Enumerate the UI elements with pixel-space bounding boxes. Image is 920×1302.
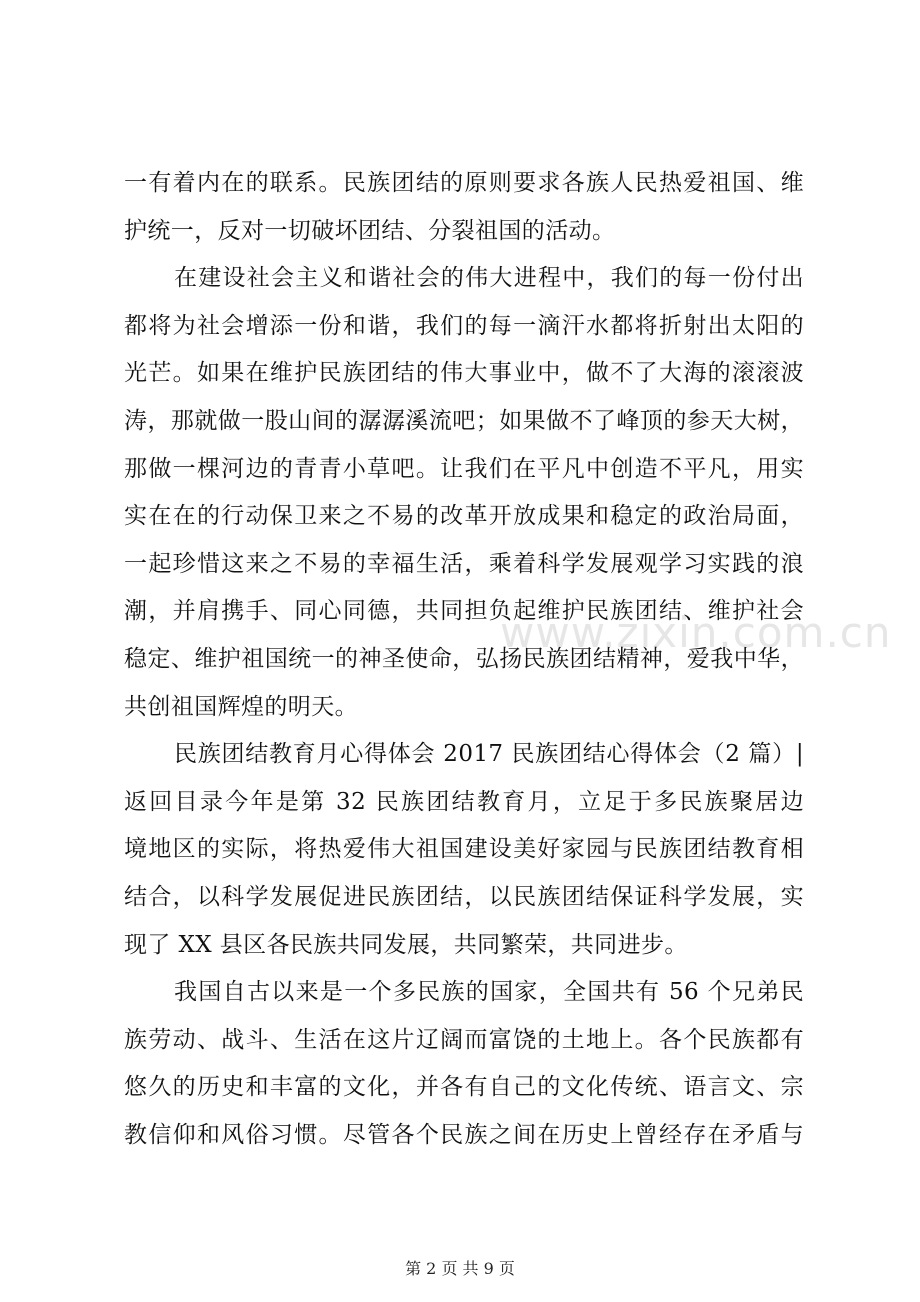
paragraph: [124, 160, 804, 255]
text-line: 在建设社会主义和谐社会的伟大进程中，我们的每一份付出: [174, 265, 804, 292]
text-line: 族劳动、战斗、生活在这片辽阔而富饶的土地上。各个民族都有: [124, 1026, 804, 1053]
document-body: [124, 160, 804, 1159]
paragraph: [124, 731, 804, 969]
text-line: 现了 XX 县区各民族共同发展，共同繁荣，共同进步。: [124, 931, 688, 958]
text-line: 涛，那就做一股山间的潺潺溪流吧；如果做不了峰顶的参天大树，: [124, 407, 804, 434]
text-line: 都将为社会增添一份和谐，我们的每一滴汗水都将折射出太阳的: [124, 312, 804, 339]
text-line: 我国自古以来是一个多民族的国家，全国共有 56 个兄弟民: [174, 979, 804, 1006]
text-line: 潮，并肩携手、同心同德，共同担负起维护民族团结、维护社会: [124, 598, 804, 625]
watermark: www.zixin.com.cn: [500, 608, 892, 657]
text-line: 稳定、维护祖国统一的神圣使命，弘扬民族团结精神，爱我中华，: [124, 645, 804, 672]
text-line: 共创祖国辉煌的明天。: [124, 693, 358, 720]
paragraph: [124, 255, 804, 731]
text-line: 那做一棵河边的青青小草吧。让我们在平凡中创造不平凡，用实: [124, 455, 804, 482]
text-line: 教信仰和风俗习惯。尽管各个民族之间在历史上曾经存在矛盾与: [124, 1121, 804, 1148]
text-line: 一有着内在的联系。民族团结的原则要求各族人民热爱祖国、维: [124, 170, 804, 196]
text-line: 结合，以科学发展促进民族团结，以民族团结保证科学发展，实: [124, 883, 804, 910]
text-line: 悠久的历史和丰富的文化，并各有自己的文化传统、语言文、宗: [124, 1074, 804, 1101]
paragraph: [124, 969, 804, 1159]
text-line: 实在在的行动保卫来之不易的改革开放成果和稳定的政治局面，: [124, 503, 804, 530]
text-line: 境地区的实际，将热爱伟大祖国建设美好家园与民族团结教育相: [124, 836, 804, 863]
text-line: 一起珍惜这来之不易的幸福生活，乘着科学发展观学习实践的浪: [124, 550, 804, 577]
text-line: 光芒。如果在维护民族团结的伟大事业中，做不了大海的滚滚波: [124, 360, 804, 387]
page-footer: 第 2 页 共 9 页: [405, 1259, 515, 1278]
text-line: 护统一，反对一切破坏团结、分裂祖国的活动。: [124, 217, 616, 244]
text-line: 返回目录今年是第 32 民族团结教育月，立足于多民族聚居边: [124, 788, 804, 815]
text-line: 民族团结教育月心得体会 2017 民族团结心得体会（2 篇）|: [174, 741, 804, 768]
